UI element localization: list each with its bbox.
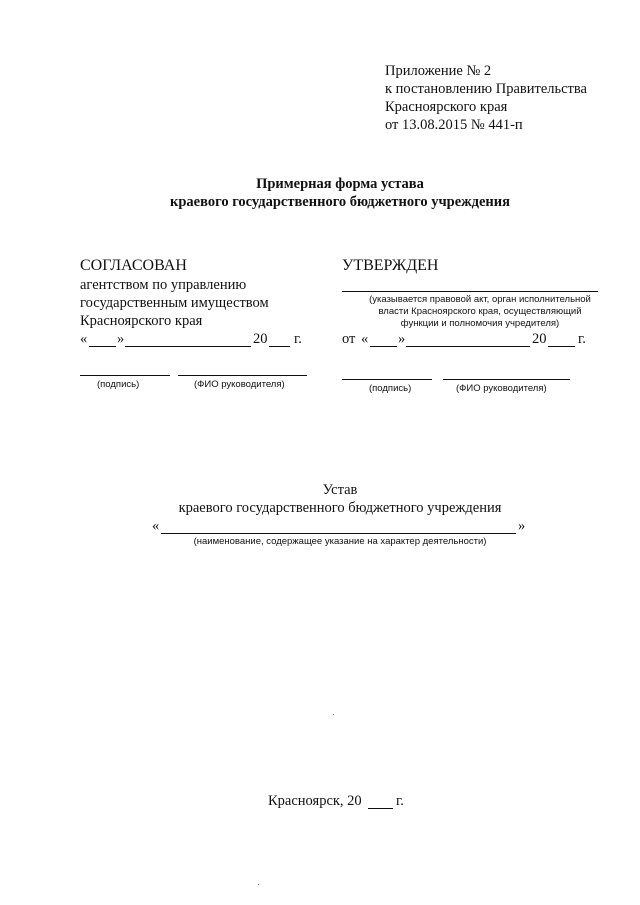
charter-subtitle: краевого государственного бюджетного учреждения [178, 500, 502, 516]
appendix-date: от 13.08.2015 № 441-п [385, 117, 523, 133]
agreed-day-blank [89, 346, 116, 347]
agreed-name-caption: (ФИО руководителя) [194, 379, 285, 390]
agreed-date-close-quote: » [117, 331, 125, 347]
approved-note-line2: власти Красноярского края, осуществляющий [378, 306, 582, 317]
approved-act-line [342, 291, 598, 292]
approved-date-open-quote: « [361, 331, 369, 347]
charter-open-quote: « [152, 518, 160, 534]
footer-year-blank [368, 808, 393, 809]
agreed-year-blank [269, 346, 290, 347]
approved-day-blank [370, 346, 397, 347]
agreed-signature-line [80, 375, 170, 376]
charter-title: Устав [322, 482, 358, 498]
charter-close-quote: » [518, 518, 526, 534]
agreed-date-year: 20 [253, 331, 268, 347]
agreed-line3: Красноярского края [80, 313, 203, 329]
agreed-heading: СОГЛАСОВАН [80, 257, 187, 274]
appendix-region: Красноярского края [385, 99, 508, 115]
footer-city: Красноярск, 20 [268, 793, 362, 809]
agreed-date-suffix: г. [294, 331, 302, 347]
agreed-month-blank [125, 346, 251, 347]
agreed-name-line [178, 375, 307, 376]
charter-name-line [161, 533, 516, 534]
footer-suffix: г. [396, 793, 404, 809]
agreed-line2: государственным имуществом [80, 295, 269, 311]
scan-speck [258, 884, 259, 885]
agreed-line1: агентством по управлению [80, 277, 247, 293]
approved-year-blank [548, 346, 575, 347]
approved-signature-caption: (подпись) [369, 383, 412, 394]
form-title-line1: Примерная форма устава [256, 176, 424, 192]
approved-date-suffix: г. [578, 331, 586, 347]
approved-name-caption: (ФИО руководителя) [456, 383, 547, 394]
form-title-line2: краевого государственного бюджетного учреждения [170, 194, 510, 210]
approved-note-line3: функции и полномочия учредителя) [400, 318, 560, 329]
approved-signature-line [342, 379, 432, 380]
appendix-decree: к постановлению Правительства [385, 81, 587, 97]
approved-month-blank [406, 346, 530, 347]
agreed-signature-caption: (подпись) [97, 379, 140, 390]
approved-date-close-quote: » [398, 331, 406, 347]
approved-note-line1: (указывается правовой акт, орган исполнительной [369, 294, 591, 305]
appendix-number: Приложение № 2 [385, 63, 492, 79]
agreed-date-open-quote: « [80, 331, 88, 347]
approved-date-prefix: от [342, 331, 356, 347]
scan-speck [333, 714, 334, 715]
approved-name-line [443, 379, 570, 380]
charter-name-caption: (наименование, содержащее указание на характер деятельности) [193, 536, 487, 547]
approved-heading: УТВЕРЖДЕН [342, 257, 439, 274]
approved-date-year: 20 [532, 331, 547, 347]
